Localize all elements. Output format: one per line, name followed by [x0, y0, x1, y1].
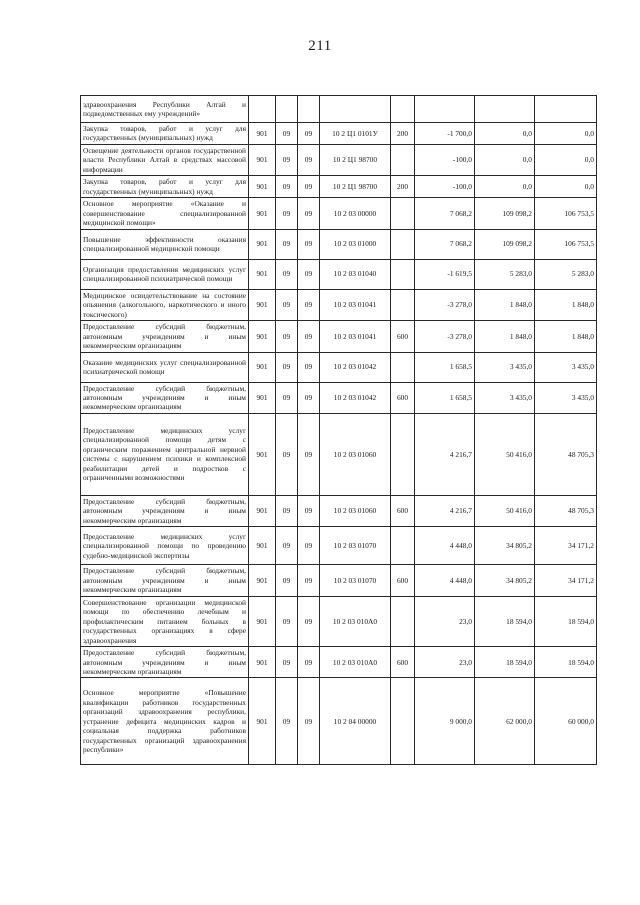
- row-amount-2-cell: 50 416,0: [475, 413, 535, 495]
- row-name-cell: Предоставление субсидий бюджетным, автономным учреждениям и иным некоммерческим организациям: [81, 321, 249, 352]
- row-amount-1-cell: 4 448,0: [415, 565, 475, 596]
- row-name-cell: Предоставление субсидий бюджетным, автономным учреждениям и иным некоммерческим организациям: [81, 647, 249, 678]
- row-expense-type-cell: [391, 527, 415, 565]
- row-subsection-cell: 09: [298, 176, 320, 198]
- table-row: [81, 123, 597, 145]
- row-amount-2-cell: 5 283,0: [475, 259, 535, 289]
- row-name-cell: Организация предоставления медицинских услуг специализированной психиатрической помощи: [81, 259, 249, 289]
- row-target-article-cell: 10 2 03 010А0: [320, 647, 391, 678]
- row-expense-type-cell: 600: [391, 321, 415, 352]
- row-amount-1-cell: 1 658,5: [415, 382, 475, 413]
- row-name-cell: Предоставление медицинских услуг специализированной помощи детям с органическим поражением центральной нервной системы с нарушением психики и комплексной реабилитации детей и подростков с ограниченными возможностями: [81, 413, 249, 495]
- row-admin-code-cell: 901: [249, 413, 276, 495]
- row-amount-3-cell: 0,0: [535, 144, 597, 175]
- row-amount-1-cell: -100,0: [415, 144, 475, 175]
- table-row: [81, 259, 597, 289]
- row-section-cell: 09: [276, 229, 298, 259]
- row-name-cell: Предоставление субсидий бюджетным, автономным учреждениям и иным некоммерческим организациям: [81, 565, 249, 596]
- row-expense-type-cell: [391, 259, 415, 289]
- row-name-cell: Оказание медицинских услуг специализированной психиатрической помощи: [81, 352, 249, 382]
- row-amount-3-cell: 0,0: [535, 123, 597, 145]
- row-amount-1-cell: 4 216,7: [415, 413, 475, 495]
- row-admin-code-cell: 901: [249, 176, 276, 198]
- row-amount-3-cell: 106 753,5: [535, 198, 597, 229]
- row-amount-1-cell: 7 068,2: [415, 229, 475, 259]
- row-target-article-cell: 10 2 03 01070: [320, 565, 391, 596]
- row-target-article-cell: 10 2 03 01040: [320, 259, 391, 289]
- table-row: [81, 352, 597, 382]
- row-section-cell: 09: [276, 565, 298, 596]
- row-target-article-cell: 10 2 Ц1 0101У: [320, 123, 391, 145]
- row-amount-2-cell: 50 416,0: [475, 495, 535, 526]
- row-name-cell: Закупка товаров, работ и услуг для государственных (муниципальных) нужд: [81, 176, 249, 198]
- row-amount-2-cell: 109 098,2: [475, 198, 535, 229]
- row-amount-2-cell: 1 848,0: [475, 289, 535, 320]
- row-amount-2-cell: 0,0: [475, 176, 535, 198]
- row-amount-2-cell: 1 848,0: [475, 321, 535, 352]
- row-target-article-cell: 10 2 03 010А0: [320, 596, 391, 646]
- row-amount-1-cell: 23,0: [415, 647, 475, 678]
- table-row: [81, 144, 597, 175]
- row-section-cell: 09: [276, 413, 298, 495]
- row-name-cell: Медицинское освидетельствование на состояние опьянения (алкогольного, наркотического и иного токсического): [81, 289, 249, 320]
- row-amount-2-cell: 3 435,0: [475, 352, 535, 382]
- row-subsection-cell: 09: [298, 678, 320, 765]
- row-expense-type-cell: [391, 596, 415, 646]
- row-target-article-cell: 10 2 03 01060: [320, 413, 391, 495]
- row-subsection-cell: 09: [298, 352, 320, 382]
- row-expense-type-cell: [391, 198, 415, 229]
- row-section-cell: 09: [276, 647, 298, 678]
- row-target-article-cell: 10 2 03 01060: [320, 495, 391, 526]
- row-expense-type-cell: [391, 229, 415, 259]
- row-section-cell: 09: [276, 495, 298, 526]
- row-target-article-cell: 10 2 03 01041: [320, 321, 391, 352]
- row-amount-1-cell: -3 278,0: [415, 289, 475, 320]
- row-admin-code-cell: 901: [249, 229, 276, 259]
- row-section-cell: 09: [276, 289, 298, 320]
- row-admin-code-cell: 901: [249, 259, 276, 289]
- row-target-article-cell: [320, 96, 391, 123]
- row-expense-type-cell: 600: [391, 565, 415, 596]
- row-amount-2-cell: 0,0: [475, 123, 535, 145]
- row-amount-1-cell: -1 700,0: [415, 123, 475, 145]
- row-amount-3-cell: 34 171,2: [535, 527, 597, 565]
- row-target-article-cell: 10 2 03 01041: [320, 289, 391, 320]
- row-amount-3-cell: 18 594,0: [535, 647, 597, 678]
- table-row: [81, 495, 597, 526]
- row-amount-1-cell: -3 278,0: [415, 321, 475, 352]
- table-row: [81, 596, 597, 646]
- row-admin-code-cell: 901: [249, 382, 276, 413]
- table-row: [81, 382, 597, 413]
- row-admin-code-cell: 901: [249, 678, 276, 765]
- table-row: [81, 527, 597, 565]
- row-amount-1-cell: -1 619,5: [415, 259, 475, 289]
- row-admin-code-cell: 901: [249, 647, 276, 678]
- row-subsection-cell: 09: [298, 495, 320, 526]
- table-row: [81, 678, 597, 765]
- row-target-article-cell: 10 2 Ц1 98700: [320, 144, 391, 175]
- row-expense-type-cell: 200: [391, 176, 415, 198]
- row-amount-3-cell: 106 753,5: [535, 229, 597, 259]
- row-amount-1-cell: -100,0: [415, 176, 475, 198]
- row-name-cell: Повышение эффективности оказания специализированной медицинской помощи: [81, 229, 249, 259]
- row-subsection-cell: 09: [298, 229, 320, 259]
- row-amount-1-cell: 9 000,0: [415, 678, 475, 765]
- row-subsection-cell: [298, 96, 320, 123]
- row-expense-type-cell: 600: [391, 647, 415, 678]
- row-amount-2-cell: [475, 96, 535, 123]
- row-amount-2-cell: 34 805,2: [475, 527, 535, 565]
- row-amount-3-cell: 5 283,0: [535, 259, 597, 289]
- row-name-cell: Предоставление субсидий бюджетным, автономным учреждениям и иным некоммерческим организациям: [81, 382, 249, 413]
- row-target-article-cell: 10 2 Ц1 98700: [320, 176, 391, 198]
- row-amount-3-cell: [535, 96, 597, 123]
- row-section-cell: 09: [276, 259, 298, 289]
- row-section-cell: 09: [276, 596, 298, 646]
- row-amount-1-cell: 1 658,5: [415, 352, 475, 382]
- row-admin-code-cell: 901: [249, 289, 276, 320]
- row-target-article-cell: 10 2 03 01042: [320, 352, 391, 382]
- table-row: [81, 413, 597, 495]
- row-section-cell: 09: [276, 678, 298, 765]
- row-admin-code-cell: [249, 96, 276, 123]
- row-target-article-cell: 10 2 03 01070: [320, 527, 391, 565]
- row-subsection-cell: 09: [298, 527, 320, 565]
- row-name-cell: Закупка товаров, работ и услуг для государственных (муниципальных) нужд: [81, 123, 249, 145]
- row-section-cell: 09: [276, 144, 298, 175]
- row-amount-1-cell: [415, 96, 475, 123]
- row-amount-3-cell: 18 594,0: [535, 596, 597, 646]
- row-target-article-cell: 10 2 03 01042: [320, 382, 391, 413]
- row-expense-type-cell: [391, 678, 415, 765]
- row-subsection-cell: 09: [298, 198, 320, 229]
- row-amount-2-cell: 3 435,0: [475, 382, 535, 413]
- table-row: [81, 647, 597, 678]
- row-amount-2-cell: 18 594,0: [475, 647, 535, 678]
- row-admin-code-cell: 901: [249, 352, 276, 382]
- row-admin-code-cell: 901: [249, 321, 276, 352]
- page-number: 211: [308, 38, 332, 54]
- budget-table: [80, 95, 597, 765]
- row-amount-3-cell: 48 705,3: [535, 495, 597, 526]
- row-amount-3-cell: 1 848,0: [535, 321, 597, 352]
- budget-table-body: [81, 96, 597, 765]
- row-admin-code-cell: 901: [249, 198, 276, 229]
- row-admin-code-cell: 901: [249, 596, 276, 646]
- row-amount-3-cell: 3 435,0: [535, 352, 597, 382]
- table-row: [81, 289, 597, 320]
- row-name-cell: Предоставление субсидий бюджетным, автономным учреждениям и иным некоммерческим организациям: [81, 495, 249, 526]
- row-expense-type-cell: 600: [391, 382, 415, 413]
- row-amount-2-cell: 62 000,0: [475, 678, 535, 765]
- row-amount-2-cell: 109 098,2: [475, 229, 535, 259]
- row-name-cell: Основное мероприятие «Оказание и совершенствование специализированной медицинской помощи»: [81, 198, 249, 229]
- row-admin-code-cell: 901: [249, 527, 276, 565]
- row-expense-type-cell: [391, 413, 415, 495]
- row-target-article-cell: 10 2 03 00000: [320, 198, 391, 229]
- row-section-cell: 09: [276, 527, 298, 565]
- row-name-cell: Основное мероприятие «Повышение квалификации работников государственных организаций здравоохранения республики, устранение дефицита медицинских кадров и социальная поддержка работников государственных организаций здравоохранения республики»: [81, 678, 249, 765]
- row-name-cell: Предоставление медицинских услуг специализированной помощи по проведению судебно-медицинской экспертизы: [81, 527, 249, 565]
- row-subsection-cell: 09: [298, 321, 320, 352]
- row-expense-type-cell: 600: [391, 495, 415, 526]
- row-expense-type-cell: [391, 96, 415, 123]
- row-expense-type-cell: [391, 144, 415, 175]
- row-section-cell: [276, 96, 298, 123]
- row-admin-code-cell: 901: [249, 495, 276, 526]
- row-subsection-cell: 09: [298, 596, 320, 646]
- row-expense-type-cell: [391, 352, 415, 382]
- table-row: [81, 176, 597, 198]
- row-amount-3-cell: 48 705,3: [535, 413, 597, 495]
- row-admin-code-cell: 901: [249, 123, 276, 145]
- table-row: [81, 229, 597, 259]
- row-amount-3-cell: 1 848,0: [535, 289, 597, 320]
- row-amount-3-cell: 60 000,0: [535, 678, 597, 765]
- row-subsection-cell: 09: [298, 647, 320, 678]
- row-section-cell: 09: [276, 123, 298, 145]
- row-target-article-cell: 10 2 04 00000: [320, 678, 391, 765]
- table-row: [81, 96, 597, 123]
- row-subsection-cell: 09: [298, 259, 320, 289]
- row-subsection-cell: 09: [298, 413, 320, 495]
- row-expense-type-cell: [391, 289, 415, 320]
- row-expense-type-cell: 200: [391, 123, 415, 145]
- row-amount-3-cell: 3 435,0: [535, 382, 597, 413]
- row-amount-3-cell: 34 171,2: [535, 565, 597, 596]
- row-subsection-cell: 09: [298, 382, 320, 413]
- row-section-cell: 09: [276, 382, 298, 413]
- row-section-cell: 09: [276, 176, 298, 198]
- row-name-cell: здравоохранения Республики Алтай и подведомственных ему учреждений»: [81, 96, 249, 123]
- row-amount-1-cell: 4 448,0: [415, 527, 475, 565]
- table-row: [81, 198, 597, 229]
- row-section-cell: 09: [276, 352, 298, 382]
- row-subsection-cell: 09: [298, 565, 320, 596]
- row-section-cell: 09: [276, 321, 298, 352]
- row-amount-1-cell: 23,0: [415, 596, 475, 646]
- row-section-cell: 09: [276, 198, 298, 229]
- row-amount-2-cell: 34 805,2: [475, 565, 535, 596]
- row-amount-3-cell: 0,0: [535, 176, 597, 198]
- row-target-article-cell: 10 2 03 01000: [320, 229, 391, 259]
- row-subsection-cell: 09: [298, 123, 320, 145]
- row-subsection-cell: 09: [298, 289, 320, 320]
- row-name-cell: Освещение деятельности органов государственной власти Республики Алтай в средствах массовой информации: [81, 144, 249, 175]
- row-subsection-cell: 09: [298, 144, 320, 175]
- row-amount-2-cell: 0,0: [475, 144, 535, 175]
- row-amount-2-cell: 18 594,0: [475, 596, 535, 646]
- row-admin-code-cell: 901: [249, 565, 276, 596]
- row-amount-1-cell: 4 216,7: [415, 495, 475, 526]
- row-amount-1-cell: 7 068,2: [415, 198, 475, 229]
- row-admin-code-cell: 901: [249, 144, 276, 175]
- table-row: [81, 321, 597, 352]
- table-row: [81, 565, 597, 596]
- row-name-cell: Совершенствование организации медицинской помощи по обеспечению лечебным и профилактическим питанием больных в государственных организациях в сфере здравоохранения: [81, 596, 249, 646]
